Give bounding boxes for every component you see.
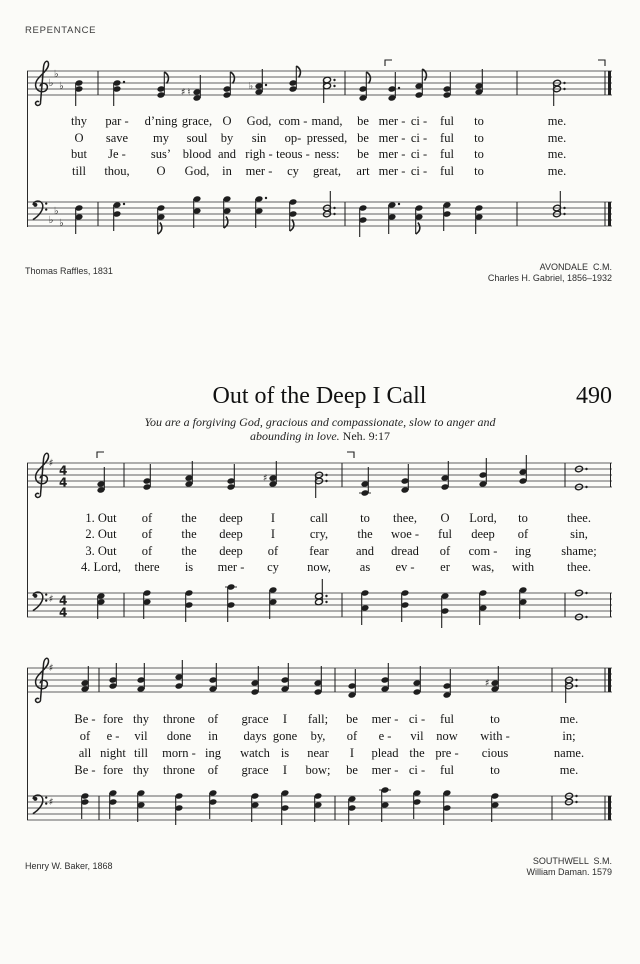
category-header: REPENTANCE	[25, 25, 97, 36]
lyric-syllable: 3. Out	[85, 543, 117, 558]
lyric-syllable: to	[490, 712, 500, 726]
accidental: ♭	[248, 81, 254, 92]
final-barline	[608, 668, 611, 692]
lyric-syllable: thee,	[393, 511, 417, 525]
lyric-syllable: mer -	[378, 130, 406, 145]
lyric-syllable: done	[166, 729, 192, 743]
lyric-syllable: vil	[134, 729, 148, 743]
lyric-syllable: in	[208, 729, 218, 743]
lyric-syllable: grace	[241, 763, 269, 777]
lyric-syllable: fore	[102, 712, 124, 726]
time-signature: 4	[59, 593, 68, 608]
lyric-syllable: ness:	[314, 147, 340, 161]
eighth-flag	[164, 72, 168, 84]
lyric-syllable: thee.	[567, 511, 591, 525]
lyric-syllable: God,	[246, 114, 272, 128]
lyric-syllable: name.	[553, 746, 585, 760]
time-signature: 4	[59, 463, 68, 478]
lyric-syllable: sin	[251, 130, 267, 145]
lyric-syllable: mer -	[378, 114, 406, 128]
scripture-quote	[0, 415, 640, 443]
phrase-bracket	[97, 452, 104, 458]
lyric-syllable: I	[270, 527, 276, 542]
final-barline	[608, 71, 611, 95]
lyric-syllable: ci -	[410, 130, 428, 145]
lyric-syllable: me.	[547, 130, 567, 145]
lyric-syllable: the	[181, 527, 197, 542]
lyric-syllable: cry,	[309, 527, 329, 542]
bass-clef-icon	[33, 795, 47, 813]
lyric-syllable: O	[222, 114, 232, 128]
lyric-syllable: mer -	[217, 559, 245, 574]
lyric-syllable: 4. Lord,	[81, 559, 121, 574]
lyric-syllable: to	[474, 130, 484, 145]
eighth-flag	[416, 223, 420, 235]
flat-sign: ♭	[59, 218, 64, 229]
lyric-syllable: thy	[71, 114, 87, 128]
author-credit: Henry W. Baker, 1868	[25, 861, 113, 871]
lyric-syllable: er	[440, 559, 450, 574]
treble-staff-svg	[27, 652, 612, 708]
lyric-syllable: me.	[559, 712, 579, 726]
lyric-syllable: par -	[105, 114, 129, 128]
lyric-syllable: pressed,	[306, 130, 348, 145]
lyric-syllable: me.	[547, 163, 567, 178]
lyric-syllable: cious	[481, 746, 509, 760]
lyric-syllable: throne	[163, 712, 195, 726]
lyric-syllable: of	[267, 543, 279, 558]
lyric-syllable: ful	[440, 130, 454, 145]
lyric-syllable: I	[282, 712, 288, 726]
lyric-syllable: of	[141, 543, 153, 558]
lyric-syllable: deep	[219, 543, 243, 558]
lyric-syllable: of	[439, 543, 451, 558]
lyric-syllable: call	[309, 511, 329, 525]
lyric-syllable: was,	[471, 559, 495, 574]
lyric-syllable: watch	[240, 746, 270, 760]
lyric-syllable: Lord,	[469, 511, 497, 525]
lyric-syllable: but	[71, 147, 87, 161]
bass-staff	[27, 577, 612, 633]
treble-staff	[27, 55, 612, 111]
lyric-syllable: plead	[371, 746, 399, 760]
accidental: ♯	[484, 678, 490, 689]
lyric-syllable: ci -	[410, 163, 428, 178]
lyric-syllable: op-	[284, 130, 302, 145]
flat-sign: ♭	[48, 78, 54, 89]
lyric-syllable: mer -	[378, 147, 406, 161]
system-brace-line	[27, 463, 28, 617]
lyric-syllable: and	[217, 147, 237, 161]
tune-name: SOUTHWELL S.M.	[532, 856, 612, 866]
lyric-syllable: fore	[102, 763, 124, 777]
lyric-syllable: mer -	[245, 163, 273, 178]
lyric-syllable: save	[105, 130, 129, 145]
accidental: ♯	[180, 87, 186, 98]
lyric-syllable: blood	[182, 147, 212, 161]
time-signature: 4	[59, 605, 68, 620]
phrase-bracket	[347, 452, 354, 458]
lyric-syllable: righ -	[245, 147, 273, 161]
lyric-syllable: to	[474, 147, 484, 161]
lyric-syllable: of	[79, 729, 91, 743]
lyric-syllable: now	[436, 729, 458, 743]
lyric-syllable: ing	[205, 746, 221, 760]
author-credit: Thomas Raffles, 1831	[25, 266, 113, 276]
hymn-number: 490	[576, 383, 612, 409]
time-signature: 4	[59, 475, 68, 490]
lyric-syllable: be	[346, 712, 358, 726]
lyric-syllable: shame;	[561, 543, 597, 558]
lyric-syllable: ful	[440, 712, 454, 726]
flat-sign: ♭	[53, 206, 59, 217]
lyric-syllable: dread	[391, 543, 419, 558]
lyric-syllable: to	[518, 511, 528, 525]
lyric-syllable: O	[440, 511, 450, 525]
lyric-syllable: God,	[184, 163, 210, 178]
lyric-syllable: great,	[312, 163, 342, 178]
lyric-syllable: my	[153, 130, 169, 145]
lyrics-block	[27, 712, 612, 782]
lyric-syllable: fear	[309, 543, 329, 558]
lyric-syllable: soul	[186, 130, 208, 145]
lyric-syllable: of	[207, 763, 219, 777]
lyric-syllable: me.	[547, 147, 567, 161]
phrase-bracket	[385, 60, 392, 66]
lyrics-block	[27, 114, 612, 180]
system-brace-line	[27, 71, 28, 227]
lyric-syllable: ful	[440, 763, 454, 777]
lyric-syllable: to	[474, 163, 484, 178]
eighth-flag	[230, 72, 234, 84]
bass-staff	[27, 186, 612, 242]
sharp-sign: ♯	[48, 594, 54, 605]
verses-block	[27, 511, 612, 577]
phrase-bracket	[598, 60, 605, 66]
lyric-syllable: throne	[163, 763, 195, 777]
lyric-syllable: days	[243, 729, 267, 743]
lyric-syllable: bow;	[305, 763, 331, 777]
bass-staff	[27, 780, 612, 836]
bass-staff-svg	[27, 186, 612, 242]
eighth-flag	[296, 66, 300, 78]
lyric-syllable: to	[360, 511, 370, 525]
sharp-sign: ♯	[48, 458, 54, 469]
lyric-syllable: teous -	[276, 147, 310, 161]
lyric-syllable: Be -	[74, 763, 96, 777]
flat-sign: ♭	[53, 69, 59, 80]
lyric-syllable: ful	[440, 163, 454, 178]
lyric-syllable: cy	[287, 163, 299, 178]
lyric-syllable: near	[307, 746, 329, 760]
lyric-syllable: pre -	[435, 746, 459, 760]
lyric-syllable: all	[78, 746, 92, 760]
treble-staff	[27, 447, 612, 503]
lyric-syllable: deep	[471, 527, 495, 542]
lyric-syllable: as	[359, 559, 371, 574]
lyric-syllable: fall;	[307, 712, 329, 726]
lyric-syllable: morn -	[162, 746, 196, 760]
lyric-syllable: by,	[310, 729, 326, 743]
lyric-syllable: art	[356, 163, 370, 178]
composer-name: Charles H. Gabriel, 1856–1932	[487, 273, 612, 283]
lyric-syllable: mer -	[378, 163, 406, 178]
lyric-syllable: thy	[133, 763, 149, 777]
treble-staff-svg	[27, 55, 612, 111]
flat-sign: ♭	[59, 81, 64, 92]
lyric-syllable: e -	[378, 729, 392, 743]
lyric-syllable: to	[474, 114, 484, 128]
lyric-syllable: in;	[562, 729, 576, 743]
lyric-syllable: till	[134, 746, 148, 760]
tune-composer-credit	[526, 856, 612, 878]
lyric-syllable: of	[346, 729, 358, 743]
lyric-syllable: ci -	[410, 147, 428, 161]
treble-staff	[27, 652, 612, 708]
lyric-syllable: I	[349, 746, 355, 760]
lyric-syllable: com -	[468, 543, 498, 558]
sharp-sign: ♯	[48, 663, 54, 674]
lyric-syllable: d’ning	[144, 114, 178, 128]
lyric-syllable: till	[72, 163, 86, 178]
lyric-syllable: thy	[133, 712, 149, 726]
lyric-syllable: gone	[272, 729, 298, 743]
tune-name: AVONDALE C.M.	[539, 262, 612, 272]
lyric-syllable: 2. Out	[85, 527, 117, 542]
lyric-syllable: cy	[267, 559, 279, 574]
lyric-syllable: 1. Out	[85, 511, 117, 525]
lyric-syllable: thee.	[567, 559, 591, 574]
lyric-syllable: there	[134, 559, 160, 574]
sharp-sign: ♯	[48, 797, 54, 808]
lyric-syllable: O	[156, 163, 166, 178]
flat-sign: ♭	[48, 215, 54, 226]
lyric-syllable: ci -	[408, 712, 426, 726]
lyric-syllable: in	[222, 163, 232, 178]
bass-clef-icon	[33, 201, 47, 219]
eighth-flag	[158, 223, 162, 235]
lyric-syllable: by	[220, 130, 234, 145]
lyric-syllable: mer -	[371, 712, 399, 726]
final-barline	[608, 202, 611, 226]
lyric-syllable: is	[184, 559, 194, 574]
lyric-syllable: the	[181, 511, 197, 525]
lyric-syllable: thou,	[104, 163, 130, 178]
hymn-title: Out of the Deep I Call	[212, 383, 427, 409]
lyric-syllable: ing	[515, 543, 531, 558]
lyric-syllable: deep	[219, 511, 243, 525]
lyric-syllable: I	[282, 763, 288, 777]
lyric-syllable: com -	[278, 114, 308, 128]
lyric-syllable: now,	[307, 559, 331, 574]
lyric-syllable: of	[141, 527, 153, 542]
lyric-syllable: Je -	[108, 147, 126, 161]
accidental: ♯	[262, 473, 268, 484]
lyric-syllable: ful	[440, 114, 454, 128]
lyric-syllable: the	[357, 527, 373, 542]
lyric-syllable: grace,	[181, 114, 213, 128]
lyric-syllable: ci -	[408, 763, 426, 777]
system-brace-line	[27, 668, 28, 820]
lyric-syllable: Be -	[74, 712, 96, 726]
lyric-syllable: and	[355, 543, 375, 558]
treble-staff-svg	[27, 447, 612, 503]
lyric-syllable: the	[181, 543, 197, 558]
accidental: ♮	[187, 87, 191, 98]
lyric-syllable: to	[490, 763, 500, 777]
lyric-syllable: with -	[480, 729, 510, 743]
lyric-syllable: be	[357, 147, 369, 161]
lyric-syllable: of	[141, 511, 153, 525]
lyric-syllable: ful	[438, 527, 452, 542]
lyric-syllable: with	[511, 559, 535, 574]
composer-name: William Daman. 1579	[526, 867, 612, 877]
lyric-syllable: O	[74, 130, 84, 145]
lyric-syllable: ful	[440, 147, 454, 161]
lyric-syllable: me.	[547, 114, 567, 128]
lyric-syllable: be	[357, 130, 369, 145]
scripture-reference: Neh. 9:17	[342, 429, 390, 443]
lyric-syllable: vil	[410, 729, 424, 743]
lyric-syllable: sus’	[150, 147, 172, 161]
lyric-syllable: me.	[559, 763, 579, 777]
lyric-syllable: ci -	[410, 114, 428, 128]
lyric-syllable: e -	[106, 729, 120, 743]
final-barline	[608, 796, 611, 820]
bass-staff-svg	[27, 780, 612, 836]
lyric-syllable: night	[100, 746, 126, 760]
lyric-syllable: mer -	[371, 763, 399, 777]
lyric-syllable: the	[409, 746, 425, 760]
lyric-syllable: ev -	[395, 559, 415, 574]
lyric-syllable: grace	[241, 712, 269, 726]
lyric-syllable: of	[517, 527, 529, 542]
lyric-syllable: be	[346, 763, 358, 777]
lyric-syllable: I	[270, 511, 276, 525]
scripture-line2: abounding in love.	[250, 429, 340, 443]
bass-clef-icon	[33, 592, 47, 610]
lyric-syllable: mand,	[311, 114, 343, 128]
lyric-syllable: deep	[219, 527, 243, 542]
bass-staff-svg	[27, 577, 612, 633]
lyric-syllable: of	[207, 712, 219, 726]
lyric-syllable: woe -	[390, 527, 420, 542]
tune-composer-credit	[488, 262, 612, 284]
eighth-flag	[290, 220, 294, 232]
lyric-syllable: is	[280, 746, 290, 760]
lyric-syllable: sin,	[570, 527, 588, 542]
scripture-line1: You are a forgiving God, gracious and compassionate, slow to anger and	[144, 415, 496, 429]
lyric-syllable: be	[357, 114, 369, 128]
eighth-flag	[366, 72, 370, 84]
